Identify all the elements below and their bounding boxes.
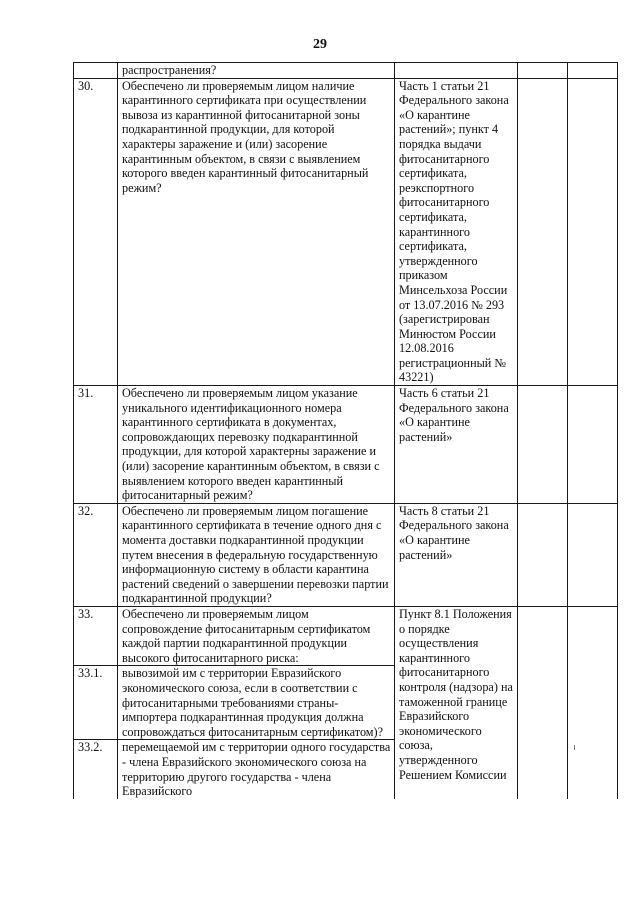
row-number: 32. xyxy=(74,503,118,606)
reference-cell xyxy=(395,63,518,79)
question-cell: Обеспечено ли проверяемым лицом сопровождение фитосанитарным сертификатом каждой партии подкарантинной продукции высокого фитосанитарного риска: xyxy=(118,606,395,665)
row-number xyxy=(74,63,118,79)
row-number: 33. xyxy=(74,606,118,665)
row-number: 33.2. xyxy=(74,740,118,799)
table-row xyxy=(74,386,618,504)
empty-cell xyxy=(518,386,568,504)
question-cell: вывозимой им с территории Евразийского экономического союза, если в соответствии с фитосанитарными требованиями страны-импортера подкарантинная продукция должна сопровождаться фитосанитарным сертификатом)? xyxy=(118,666,395,740)
empty-cell xyxy=(568,78,618,385)
empty-cell xyxy=(518,63,568,79)
checklist-table xyxy=(73,62,618,799)
reference-cell: Пункт 8.1 Положения о порядке осуществления карантинного фитосанитарного контроля (надзора) на таможенной границе Евразийского экономического союза, утвержденного Решением Комиссии xyxy=(395,606,518,798)
reference-cell: Часть 1 статьи 21 Федерального закона «О карантине растений»; пункт 4 порядка выдачи фитосанитарного сертификата, реэкспортного фитосанитарного сертификата, карантинного сертификата, утвержденного приказом Минсельхоза России от 13.07.2016 № 293 (зарегистрирован Минюстом России 12.08.2016 регистрационный № 43221) xyxy=(395,78,518,385)
scan-mark xyxy=(574,745,575,750)
empty-cell xyxy=(518,78,568,385)
table-row xyxy=(74,606,618,665)
empty-cell xyxy=(568,63,618,79)
page-number: 29 xyxy=(313,37,327,52)
empty-cell xyxy=(518,503,568,606)
row-number: 33.1. xyxy=(74,666,118,740)
question-cell: Обеспечено ли проверяемым лицом погашение карантинного сертификата в течение одного дня с момента доставки подкарантинной продукции путем внесения в федеральную государственную информационную систему в области карантина растений сведений о завершении перевозки партии подкарантинной продукции? xyxy=(118,503,395,606)
question-cell: Обеспечено ли проверяемым лицом указание уникального идентификационного номера карантинного сертификата в документах, сопровождающих перевозку подкарантинной продукции, для которой характерны заражение и (или) засорение карантинным объектом, в связи с выявлением которого введен карантинный фитосанитарный режим? xyxy=(118,386,395,504)
empty-cell xyxy=(518,606,568,798)
empty-cell xyxy=(568,503,618,606)
row-number: 30. xyxy=(74,78,118,385)
table-row xyxy=(74,503,618,606)
question-cell: Обеспечено ли проверяемым лицом наличие карантинного сертификата при осуществлении вывоза из карантинной фитосанитарной зоны подкарантинной продукции, для которой характеры заражение и (или) засорение карантинным объектом, в связи с выявлением которого введен карантинный фитосанитарный режим? xyxy=(118,78,395,385)
reference-cell: Часть 8 статьи 21 Федерального закона «О карантине растений» xyxy=(395,503,518,606)
empty-cell xyxy=(568,386,618,504)
question-cell: распространения? xyxy=(118,63,395,79)
table-row xyxy=(74,63,618,79)
empty-cell xyxy=(568,606,618,798)
table-row xyxy=(74,78,618,385)
question-cell: перемещаемой им с территории одного государства - члена Евразийского экономического союза на территорию другого государства - члена Евразийского xyxy=(118,740,395,799)
reference-cell: Часть 6 статьи 21 Федерального закона «О карантине растений» xyxy=(395,386,518,504)
row-number: 31. xyxy=(74,386,118,504)
